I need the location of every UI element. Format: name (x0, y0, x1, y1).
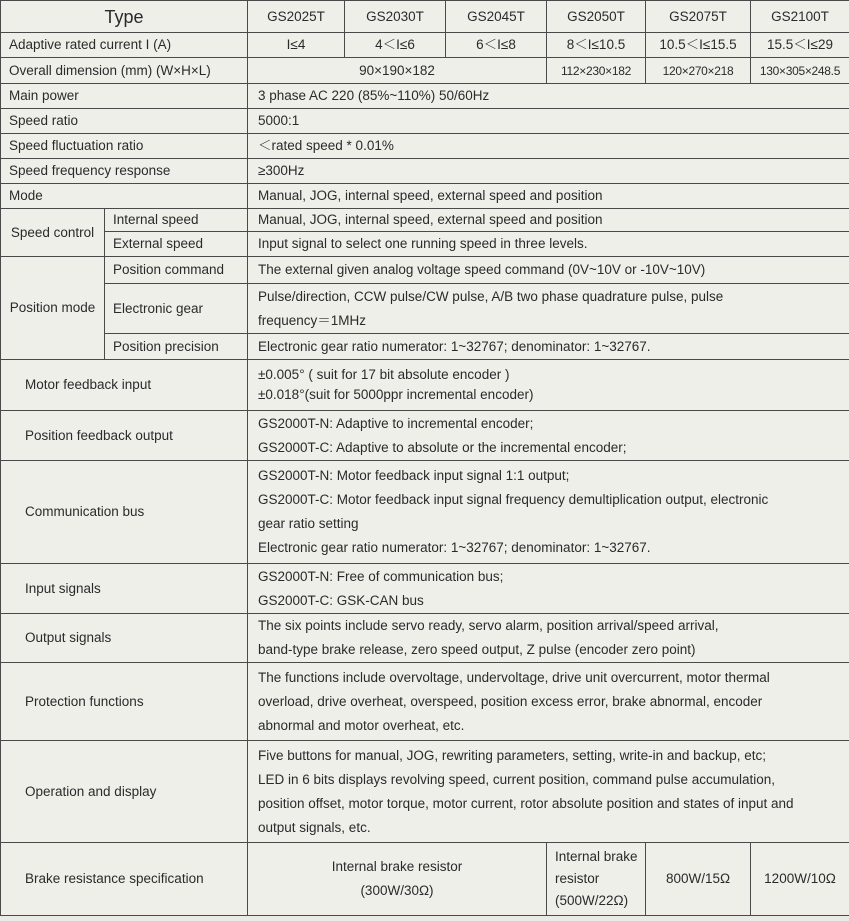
value-cell (547, 843, 646, 916)
value-cell: 4＜I≤6 (345, 33, 446, 58)
value-cell: Electronic gear ratio numerator: 1~32767; denominator: 1~32767. (248, 334, 849, 360)
position-command-row (1, 257, 849, 284)
value-cell: The external given analog voltage speed command (0V~10V or -10V~10V) (248, 257, 849, 284)
value-cell: 120×270×218 (646, 58, 751, 84)
communication-bus-row (1, 461, 849, 564)
value-cell: ＜rated speed * 0.01% (248, 134, 849, 159)
value-cell: 130×305×248.5 (751, 58, 849, 84)
text-line: position offset, motor torque, motor current, rotor absolute position and states of input and (258, 795, 794, 811)
text-line: GS2000T-N: Motor feedback input signal 1:1 output; (258, 468, 570, 483)
text-line: (500W/22Ω) (555, 893, 629, 908)
text-line: GS2000T-N: Free of communication bus; (258, 568, 504, 584)
text-line: overload, drive overheat, overspeed, position excess error, brake abnormal, encoder (258, 693, 763, 709)
row-label: Overall dimension (mm) (W×H×L) (1, 58, 248, 84)
row-label: Speed frequency response (1, 159, 248, 184)
output-signals-row (1, 614, 849, 663)
value-cell: I≤4 (248, 33, 345, 58)
row-label: Position mode (1, 257, 105, 360)
value-cell (248, 663, 849, 741)
position-feedback-row (1, 411, 849, 461)
row-label: Position feedback output (1, 411, 248, 461)
brake-resistance-row (1, 843, 849, 916)
text-line: gear ratio setting (258, 516, 359, 531)
row-label: Brake resistance specification (1, 843, 248, 916)
row-label: Speed ratio (1, 109, 248, 134)
row-label: Operation and display (1, 741, 248, 843)
model-header: GS2050T (547, 1, 646, 33)
value-cell (248, 461, 849, 564)
speed-ratio-row (1, 109, 849, 134)
speed-control-internal-row (1, 209, 849, 232)
text-line: output signals, etc. (258, 819, 371, 835)
text-line: Five buttons for manual, JOG, rewriting parameters, setting, write-in and backup, etc; (258, 747, 766, 763)
text-line: Internal brake resistor (331, 859, 463, 874)
model-header: GS2045T (446, 1, 547, 33)
value-cell: 8＜I≤10.5 (547, 33, 646, 58)
value-cell (248, 741, 849, 843)
value-cell (248, 843, 547, 916)
text-line: ±0.018°(suit for 5000ppr incremental encoder) (258, 387, 534, 402)
text-line: Electronic gear ratio numerator: 1~32767; denominator: 1~32767. (258, 540, 651, 555)
value-cell: 15.5＜I≤29 (751, 33, 849, 58)
value-cell: 800W/15Ω (646, 843, 751, 916)
row-label: Speed fluctuation ratio (1, 134, 248, 159)
type-header: Type (1, 1, 248, 33)
value-cell: 90×190×182 (248, 58, 547, 84)
value-cell (248, 564, 849, 614)
speed-frequency-row (1, 159, 849, 184)
speed-control-external-row (1, 232, 849, 257)
text-line: band-type brake release, zero speed output, Z pulse (encoder zero point) (258, 642, 696, 657)
motor-feedback-row (1, 360, 849, 411)
sub-label: Position command (105, 257, 248, 284)
mode-row (1, 184, 849, 209)
text-line: GS2000T-C: Adaptive to absolute or the incremental encoder; (258, 439, 627, 455)
value-cell: Input signal to select one running speed in three levels. (248, 232, 849, 257)
text-line: The six points include servo ready, servo alarm, position arrival/speed arrival, (258, 618, 719, 633)
model-header: GS2075T (646, 1, 751, 33)
electronic-gear-row (1, 284, 849, 334)
value-cell: Manual, JOG, internal speed, external speed and position (248, 184, 849, 209)
row-label: Adaptive rated current I (A) (1, 33, 248, 58)
value-cell (248, 360, 849, 411)
value-cell: 112×230×182 (547, 58, 646, 84)
text-line: resistor (555, 871, 600, 886)
value-cell: 6＜I≤8 (446, 33, 547, 58)
text-line: abnormal and motor overheat, etc. (258, 717, 465, 733)
row-label: Input signals (1, 564, 248, 614)
protection-functions-row (1, 663, 849, 741)
row-label: Main power (1, 84, 248, 109)
row-label: Mode (1, 184, 248, 209)
model-header: GS2100T (751, 1, 849, 33)
sub-label: Position precision (105, 334, 248, 360)
value-cell (248, 614, 849, 663)
text-line: ±0.005° ( suit for 17 bit absolute encoder ) (258, 367, 510, 382)
value-cell: 1200W/10Ω (751, 843, 849, 916)
row-label: Output signals (1, 614, 248, 663)
speed-fluctuation-row (1, 134, 849, 159)
text-line: GS2000T-C: Motor feedback input signal frequency demultiplication output, electronic (258, 492, 769, 507)
overall-dimension-row (1, 58, 849, 84)
row-label: Communication bus (1, 461, 248, 564)
model-header: GS2025T (248, 1, 345, 33)
adaptive-current-row (1, 33, 849, 58)
value-cell: Manual, JOG, internal speed, external speed and position (248, 209, 849, 232)
value-cell (248, 411, 849, 461)
value-cell (248, 284, 849, 334)
operation-display-row (1, 741, 849, 843)
text-line: The functions include overvoltage, undervoltage, drive unit overcurrent, motor thermal (258, 669, 770, 685)
text-line: frequency＝1MHz (258, 312, 367, 328)
value-cell: ≥300Hz (248, 159, 849, 184)
value-cell: 10.5＜I≤15.5 (646, 33, 751, 58)
main-power-row (1, 84, 849, 109)
value-cell: 3 phase AC 220 (85%~110%) 50/60Hz (248, 84, 849, 109)
sub-label: Electronic gear (105, 284, 248, 334)
text-line: Internal brake (555, 849, 638, 864)
text-line: Pulse/direction, CCW pulse/CW pulse, A/B two phase quadrature pulse, pulse (258, 288, 724, 304)
position-precision-row (1, 334, 849, 360)
value-cell: 5000:1 (248, 109, 849, 134)
model-header: GS2030T (345, 1, 446, 33)
header-row (1, 1, 849, 33)
row-label: Motor feedback input (1, 360, 248, 411)
input-signals-row (1, 564, 849, 614)
text-line: (300W/30Ω) (360, 883, 434, 898)
text-line: LED in 6 bits displays revolving speed, current position, command pulse accumulation, (258, 771, 776, 787)
row-label: Speed control (1, 209, 105, 257)
text-line: GS2000T-N: Adaptive to incremental encoder; (258, 415, 534, 431)
sub-label: External speed (105, 232, 248, 257)
sub-label: Internal speed (105, 209, 248, 232)
row-label: Protection functions (1, 663, 248, 741)
text-line: GS2000T-C: GSK-CAN bus (258, 592, 424, 608)
